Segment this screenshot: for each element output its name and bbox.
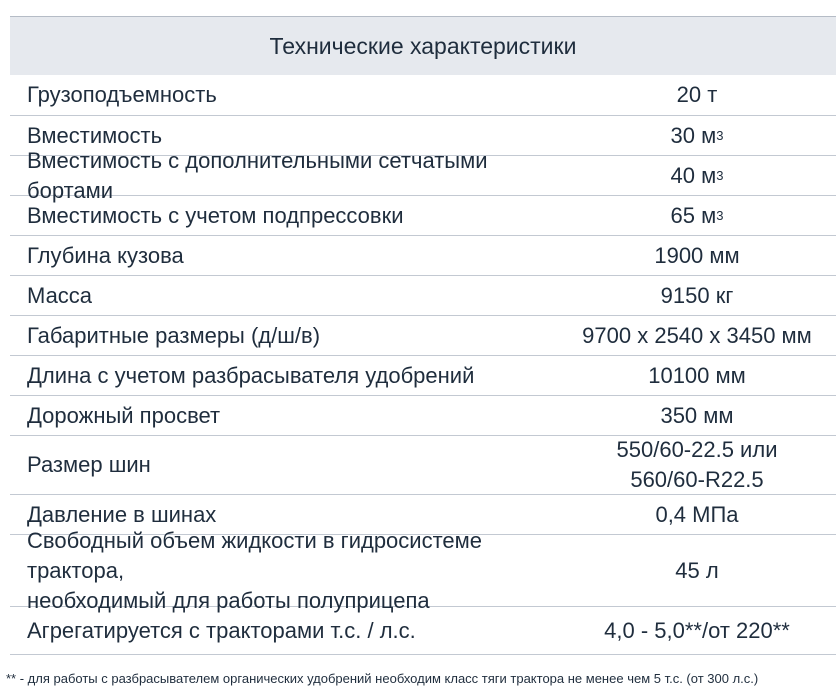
table-row [10, 75, 836, 116]
value-text: 30 м [670, 122, 717, 148]
label-line: Свободный объем жидкости в гидросистеме трактора, [27, 527, 483, 583]
row-label: Вместимость с учетом подпрессовки [27, 202, 404, 228]
table-row [10, 396, 836, 436]
row-label: Дорожный просвет [27, 402, 221, 428]
row-label: Грузоподъемность [27, 82, 217, 107]
row-value: 350 мм [660, 402, 734, 428]
table-row [10, 147, 836, 203]
row-value: 30 м 3 [558, 116, 836, 155]
value-text: 40 м [670, 162, 717, 188]
row-value: 0,4 МПа [655, 501, 739, 527]
table-row [10, 527, 836, 613]
table-row [10, 607, 836, 655]
value-text: 65 м [670, 202, 717, 228]
footnote: ** - для работы с разбрасывателем органических удобрений необходим класс тяги трактора не менее чем 5 т.с. (от 300 л.с.) [6, 671, 759, 686]
row-label: Размер шин [27, 452, 151, 477]
row-value: 65 м 3 [558, 196, 836, 235]
row-value: 1900 мм [654, 242, 740, 268]
row-label: Масса [27, 282, 93, 308]
row-label: Давление в шинах [27, 501, 217, 527]
table-row [10, 236, 836, 276]
table-row [10, 356, 836, 396]
table-header [10, 16, 836, 75]
table-row [10, 196, 836, 236]
row-label [10, 527, 558, 613]
row-value: 9150 кг [660, 282, 734, 308]
row-value: 40 м 3 [558, 156, 836, 195]
row-label: Глубина кузова [27, 242, 184, 268]
row-label: Вместимость с дополнительными сетчатыми бортами [27, 147, 488, 203]
row-value: 4,0 - 5,0**/от 220** [604, 617, 790, 643]
table-row [10, 436, 836, 495]
table-title: Технические характеристики [269, 32, 577, 59]
table-row [10, 276, 836, 316]
row-value: 45 л [675, 557, 719, 583]
row-value [558, 436, 836, 494]
table-row [10, 316, 836, 356]
value-line: 550/60-22.5 или [616, 437, 778, 462]
label-line: необходимый для работы полуприцепа [27, 587, 430, 613]
row-label: Габаритные размеры (д/ш/в) [27, 322, 321, 348]
specifications-table [10, 16, 836, 655]
row-value: 20 т [676, 82, 718, 107]
row-label: Агрегатируется с тракторами т.с. / л.с. [27, 617, 416, 643]
row-label: Длина с учетом разбрасывателя удобрений [27, 362, 475, 388]
value-line: 560/60-R22.5 [630, 467, 764, 492]
row-value: 10100 мм [648, 362, 746, 388]
row-value: 9700 x 2540 x 3450 мм [582, 322, 812, 348]
row-label: Вместимость [27, 122, 163, 148]
